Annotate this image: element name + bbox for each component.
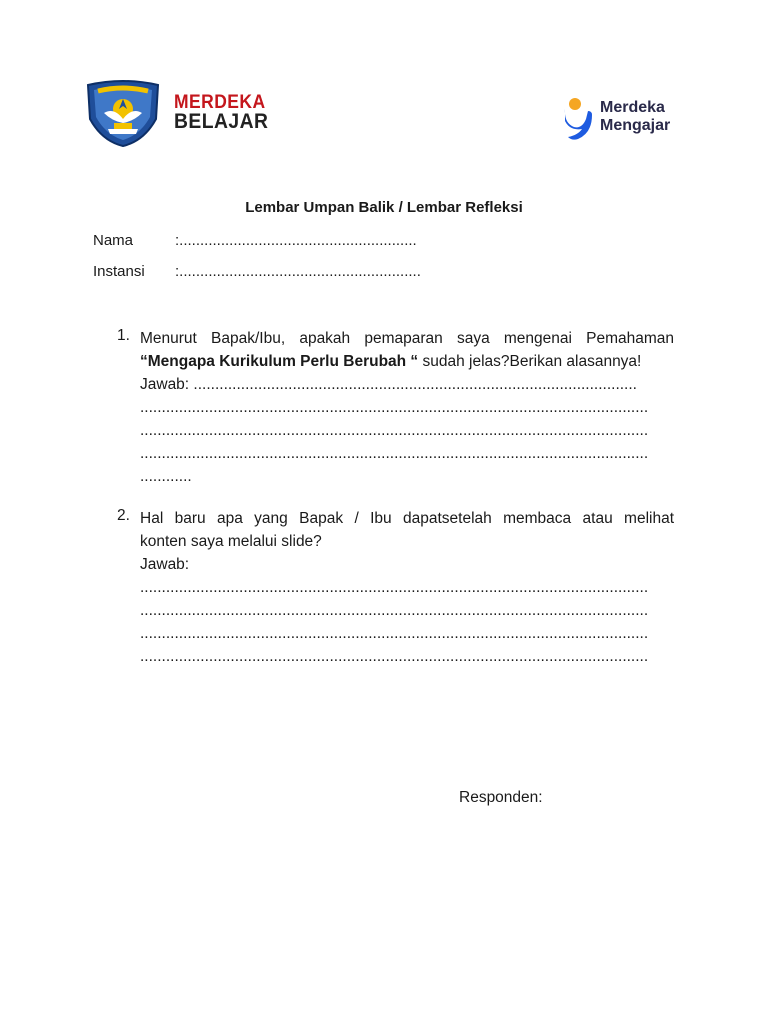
question-1-answer-label: Jawab: <box>140 376 194 393</box>
merdeka-mengajar-icon <box>562 97 596 141</box>
question-1-answer-line1 <box>140 373 674 396</box>
question-1-answer-line3: ...................................................................................................................... <box>140 422 649 439</box>
tut-wuri-handayani-logo <box>84 79 162 147</box>
question-2-number: 2. <box>117 507 130 524</box>
question-1-number: 1. <box>117 327 130 344</box>
field-value-instansi: :.......................................................... <box>175 263 421 280</box>
question-1-topic: “Mengapa Kurikulum Perlu Berubah “ <box>140 353 419 370</box>
question-1-answer-line5: ............ <box>140 468 192 485</box>
respondent-label: Responden: <box>459 789 543 806</box>
question-1-answer-line2: ...................................................................................................................... <box>140 399 649 416</box>
merdeka-belajar-logo <box>174 94 277 132</box>
brand-mengajar-wordmark: Mengajar <box>600 117 671 134</box>
merdeka-mengajar-logo <box>562 97 692 143</box>
field-value-nama: :......................................................... <box>175 232 417 249</box>
question-2-answer-line1: ...................................................................................................................... <box>140 579 649 596</box>
question-1-answer-line4: ...................................................................................................................... <box>140 445 649 462</box>
document-title: Lembar Umpan Balik / Lembar Refleksi <box>245 199 523 216</box>
question-1-prompt-rest: sudah jelas?Berikan alasannya! <box>418 353 642 370</box>
brand-merdeka-text: MERDEKA <box>174 92 266 113</box>
question-2-answer-line4: ...................................................................................................................... <box>140 648 649 665</box>
question-2-answer-line2: ...................................................................................................................... <box>140 602 649 619</box>
field-label-nama: Nama <box>93 232 134 249</box>
field-label-instansi: Instansi <box>93 263 145 280</box>
brand-belajar-text: BELAJAR <box>174 110 269 133</box>
question-2-line2: konten saya melalui slide? <box>140 533 322 550</box>
merdeka-mengajar-wordmark <box>600 99 670 135</box>
question-1-line2 <box>140 350 674 373</box>
question-2-line1: Hal baru apa yang Bapak / Ibu dapatsetelah membaca atau melihat <box>140 510 674 527</box>
question-1-line1: Menurut Bapak/Ibu, apakah pemaparan saya mengenai Pemahaman <box>140 330 674 347</box>
brand-merdeka-wordmark: Merdeka <box>600 99 665 116</box>
question-2-answer-line3: ...................................................................................................................... <box>140 625 649 642</box>
question-1-answer-dots: ....................................................................................................... <box>193 376 637 393</box>
question-2-answer-label: Jawab: <box>140 556 190 573</box>
